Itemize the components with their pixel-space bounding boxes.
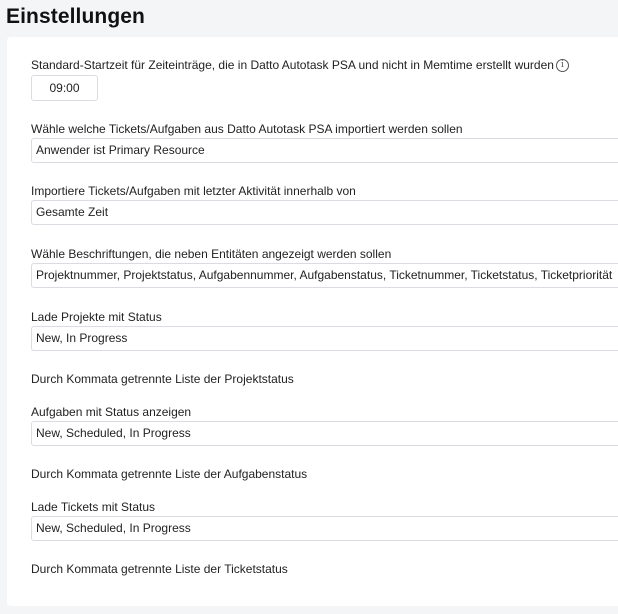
last-activity-label: Importiere Tickets/Aufgaben mit letzter Aktivität innerhalb von: [31, 184, 356, 198]
import-tickets-select[interactable]: Anwender ist Primary Resource: [31, 138, 618, 163]
ticket-status-hint: Durch Kommata getrennte Liste der Ticketstatus: [31, 562, 288, 576]
start-time-input[interactable]: 09:00: [31, 75, 98, 101]
project-status-label: Lade Projekte mit Status: [31, 310, 162, 324]
ticket-status-input[interactable]: New, Scheduled, In Progress: [31, 516, 618, 541]
task-status-input[interactable]: New, Scheduled, In Progress: [31, 421, 618, 446]
labels-label: Wähle Beschriftungen, die neben Entitäten angezeigt werden sollen: [31, 247, 392, 261]
start-time-label: Standard-Startzeit für Zeiteinträge, die in Datto Autotask PSA und nicht in Memtime erstellt wurden: [31, 58, 554, 72]
last-activity-select[interactable]: Gesamte Zeit: [31, 200, 618, 225]
labels-select[interactable]: Projektnummer, Projektstatus, Aufgabennummer, Aufgabenstatus, Ticketnummer, Ticketstatus, Ticketpriorität: [31, 263, 618, 288]
task-status-label: Aufgaben mit Status anzeigen: [31, 405, 192, 419]
project-status-hint: Durch Kommata getrennte Liste der Projektstatus: [31, 372, 294, 386]
settings-card: [7, 37, 618, 606]
info-icon[interactable]: i: [556, 59, 569, 72]
task-status-hint: Durch Kommata getrennte Liste der Aufgabenstatus: [31, 467, 308, 481]
import-tickets-label: Wähle welche Tickets/Aufgaben aus Datto Autotask PSA importiert werden sollen: [31, 122, 463, 136]
ticket-status-label: Lade Tickets mit Status: [31, 500, 156, 514]
project-status-input[interactable]: New, In Progress: [31, 326, 618, 351]
page-title: Einstellungen: [6, 5, 145, 28]
